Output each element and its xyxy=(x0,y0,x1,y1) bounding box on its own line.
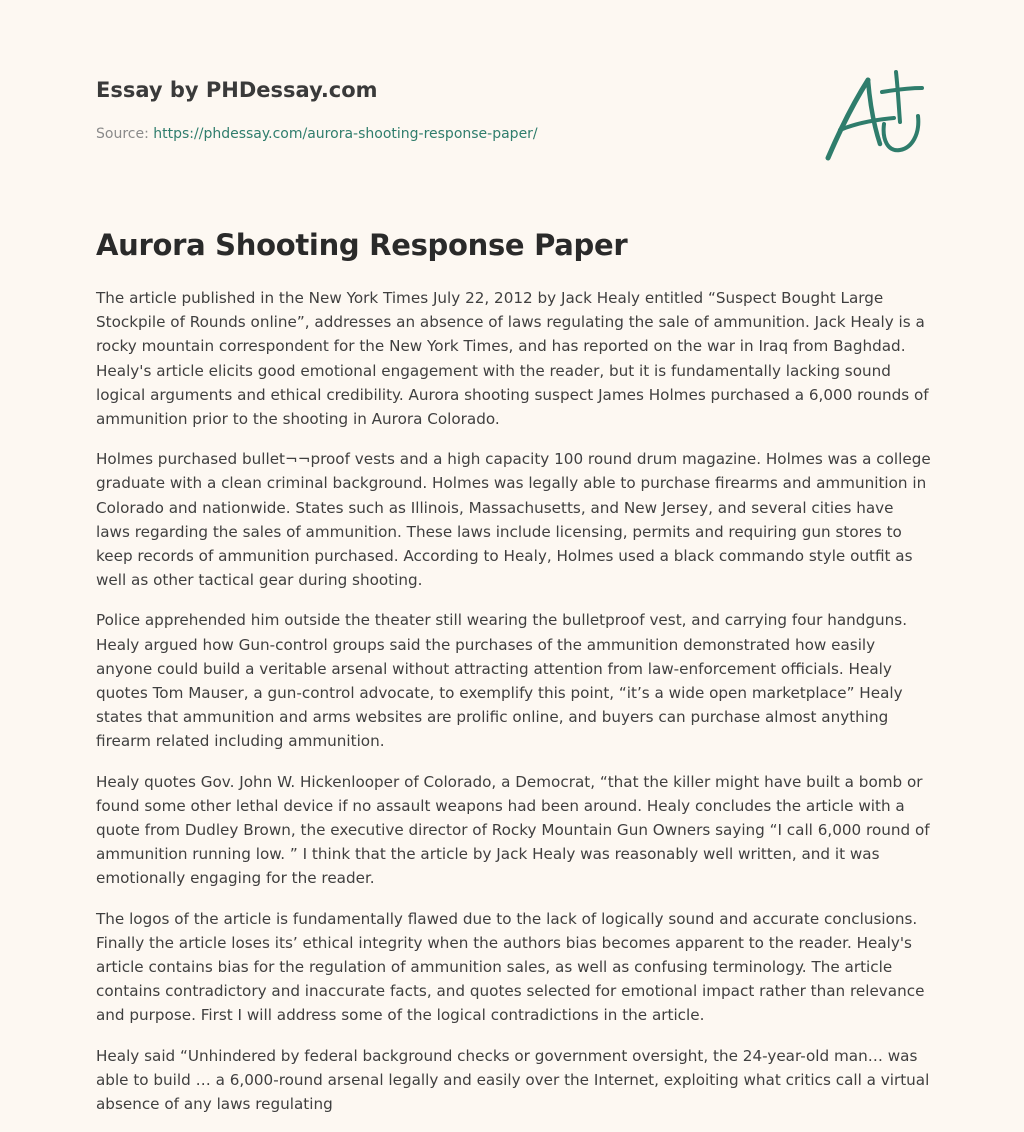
a-plus-icon xyxy=(818,64,930,168)
article-paragraph-5: The logos of the article is fundamentally flawed due to the lack of logically sound and accurate conclusions. Finally the article loses its’ ethical integrity when the authors bias becomes apparent to the reader. Healy's article contains bias for the regulation of ammunition sales, as well as confusing terminology. The article contains contradictory and inaccurate facts, and quotes selected for emotional impact rather than relevance and purpose. First I will address some of the logical contradictions in the article. xyxy=(96,909,925,1025)
article-paragraph-2: Holmes purchased bullet¬¬proof vests and a high capacity 100 round drum magazine. Holmes was a college graduate with a clean criminal background. Holmes was legally able to purchase firearms and ammunition in Colorado and nationwide. States such as Illinois, Massachusetts, and New Jersey, and several cities have laws regarding the sales of ammunition. These laws include licensing, permits and requiring gun stores to keep records of ammunition purchased. According to Healy, Holmes used a black commando style outfit as well as other tactical gear during shooting. xyxy=(96,450,931,590)
page-header xyxy=(96,76,796,144)
article-paragraph-3: Police apprehended him outside the theater still wearing the bulletproof vest, and carrying four handguns. Healy argued how Gun-control groups said the purchases of the ammunition demonstrated how easily anyone could build a veritable arsenal without attracting attention from law-enforcement officials. Healy quotes Tom Mauser, a gun-control advocate, to exemplify this point, “it’s a wide open marketplace” Healy states that ammunition and arms websites are prolific online, and buyers can purchase almost anything firearm related including ammunition. xyxy=(96,611,908,751)
article-paragraph-1: The article published in the New York Times July 22, 2012 by Jack Healy entitled “Suspect Bought Large Stockpile of Rounds online”, addresses an absence of laws regulating the sale of ammunition. Jack Healy is a rocky mountain correspondent for the New York Times, and has reported on the war in Iraq from Baghdad. Healy's article elicits good emotional engagement with the reader, but it is fundamentally lacking sound logical arguments and ethical credibility. Aurora shooting suspect James Holmes purchased a 6,000 rounds of ammunition prior to the shooting in Aurora Colorado. xyxy=(96,289,929,429)
source-line xyxy=(96,124,796,144)
article-paragraph-4: Healy quotes Gov. John W. Hickenlooper of Colorado, a Democrat, “that the killer might have built a bomb or found some other lethal device if no assault weapons had been around. Healy concludes the article with a quote from Dudley Brown, the executive director of Rocky Mountain Gun Owners saying “I call 6,000 round of ammunition running low. ” I think that the article by Jack Healy was reasonably well written, and it was emotionally engaging for the reader. xyxy=(96,772,930,888)
site-title: Essay by PHDessay.com xyxy=(96,78,378,102)
article-title: Aurora Shooting Response Paper xyxy=(96,228,628,262)
article-paragraph-6: Healy said “Unhindered by federal background checks or government oversight, the 24-year-old man… was able to build … a 6,000-round arsenal legally and easily over the Internet, exploiting what critics call a virtual absence of any laws regulating xyxy=(96,1046,930,1114)
source-label: Source: xyxy=(96,126,149,142)
article xyxy=(96,226,932,1132)
source-link[interactable]: https://phdessay.com/aurora-shooting-response-paper/ xyxy=(153,126,538,142)
